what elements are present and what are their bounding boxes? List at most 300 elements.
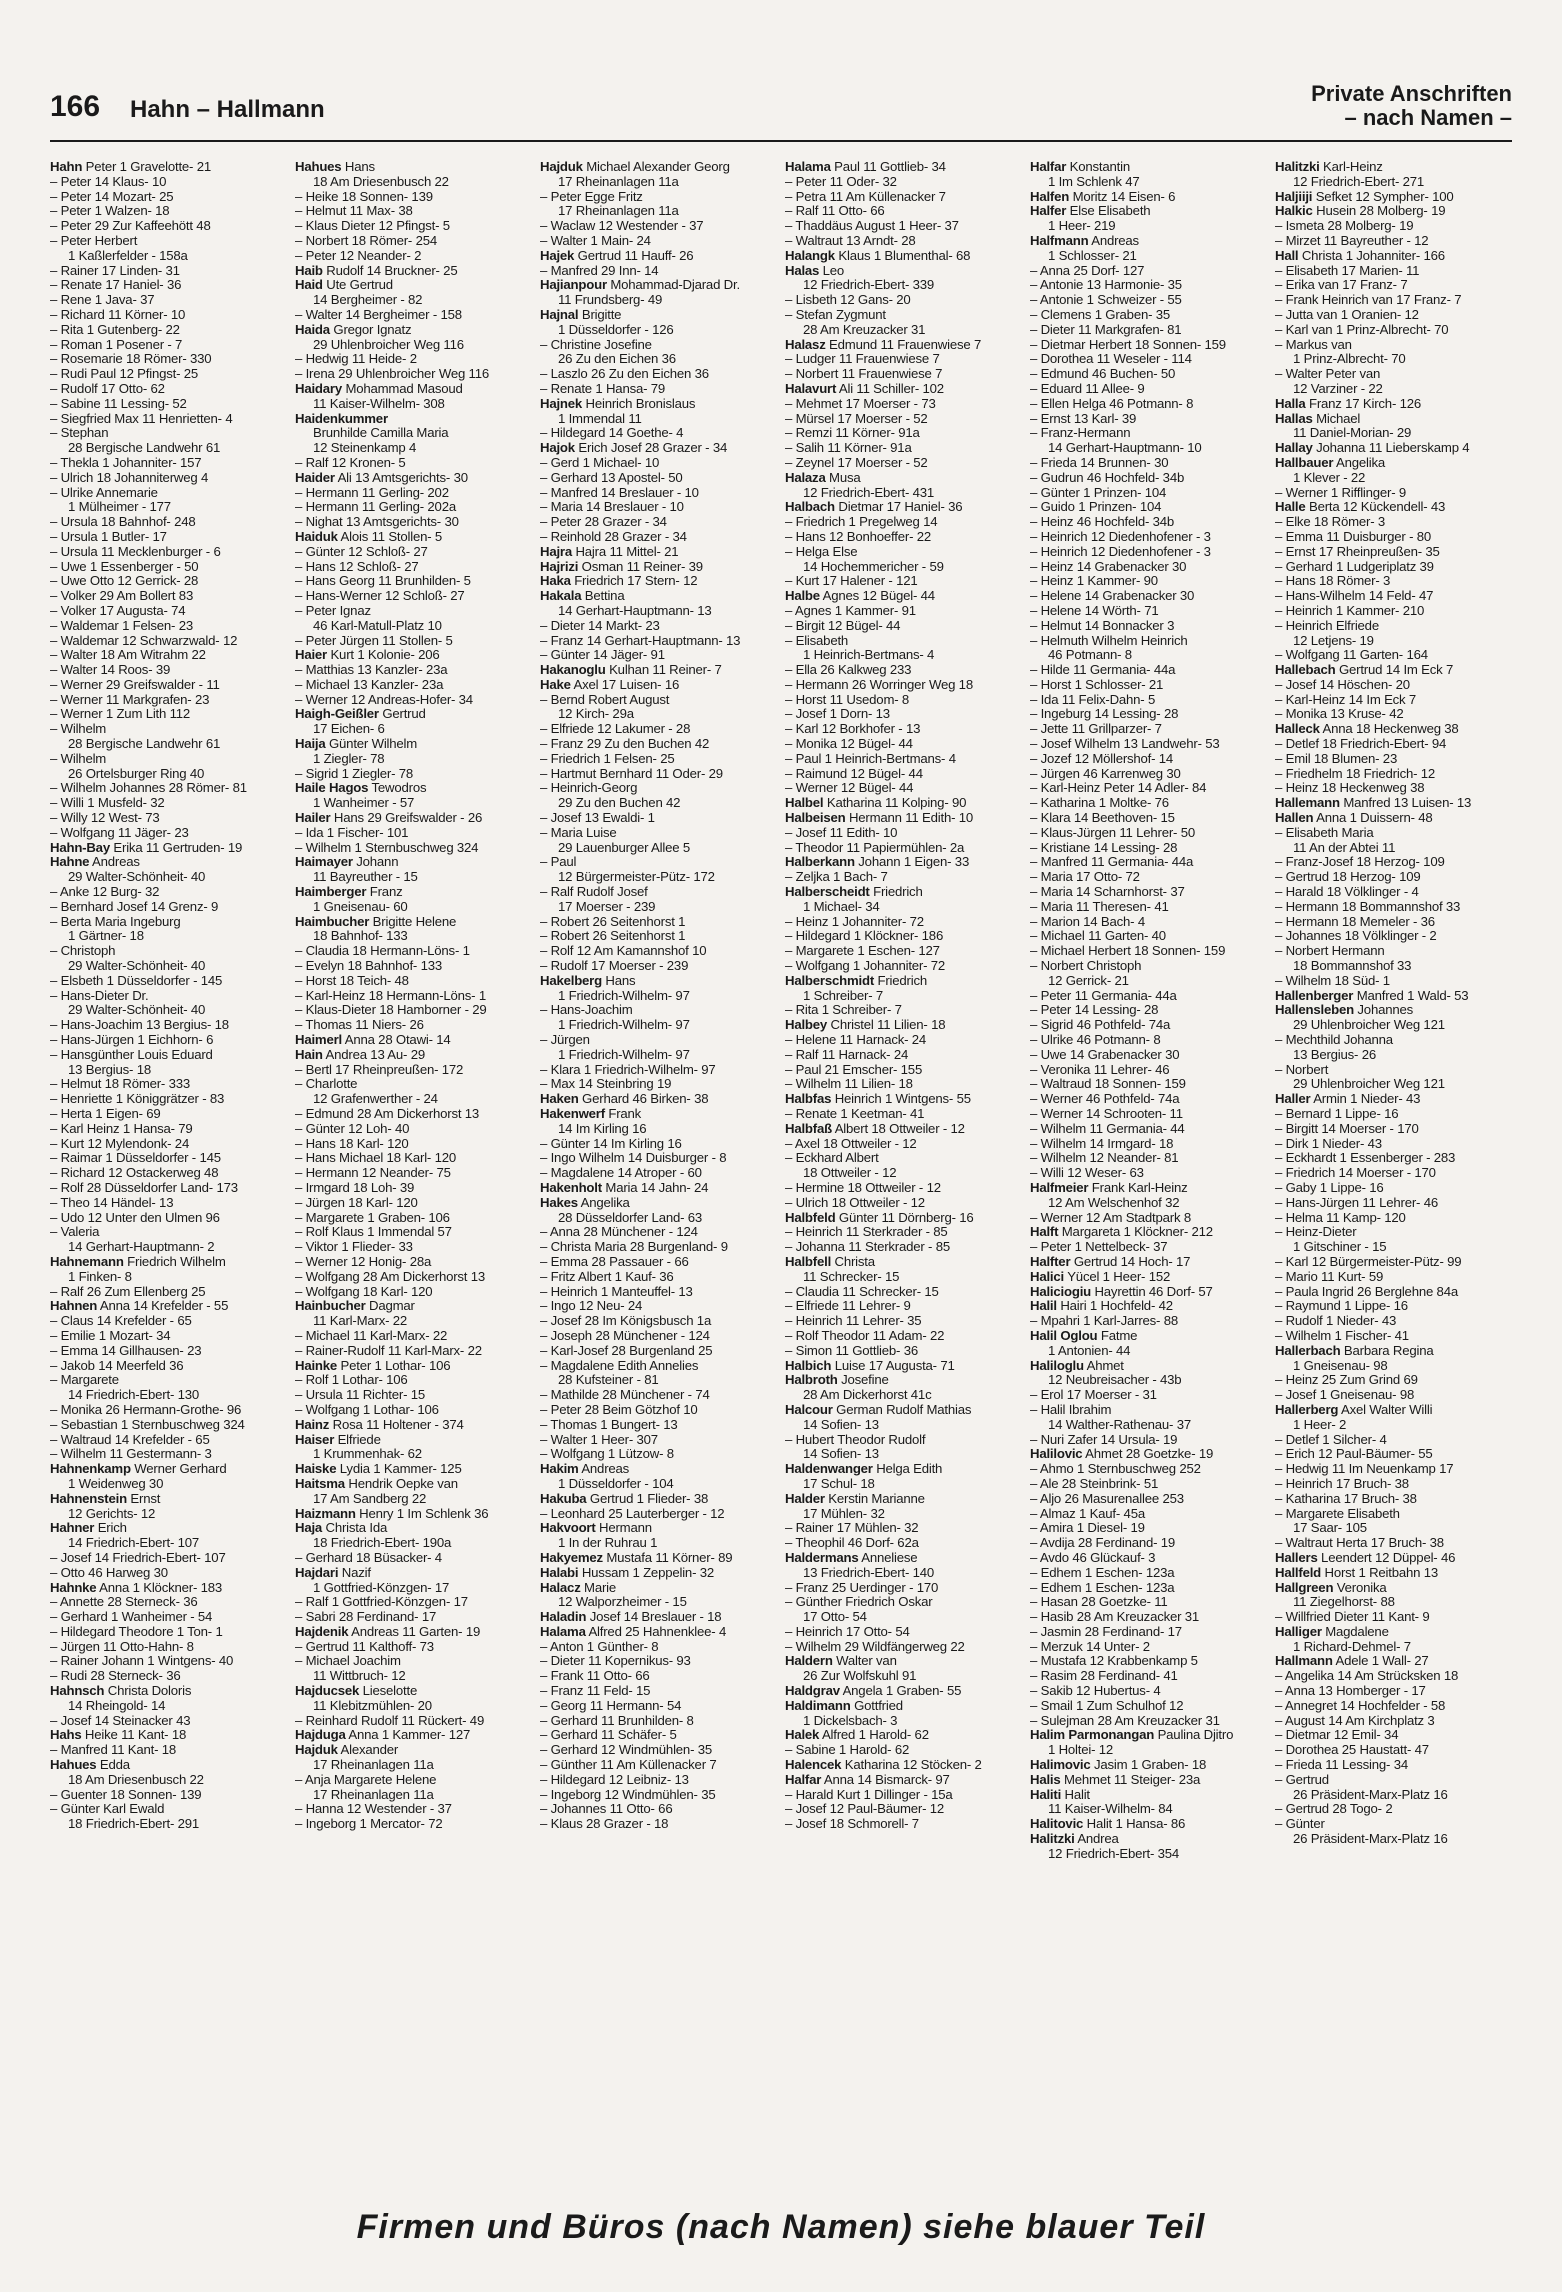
- directory-entry: [1030, 1773, 1267, 1788]
- entry-text: – Günther 11 Am Küllenacker 7: [540, 1758, 717, 1773]
- entry-text: Lydia 1 Kammer- 125: [336, 1462, 462, 1477]
- directory-entry: [50, 160, 287, 175]
- directory-entry: [295, 989, 532, 1004]
- directory-entry: [1275, 1788, 1512, 1803]
- directory-entry: [540, 1477, 777, 1492]
- directory-entry: [50, 1447, 287, 1462]
- entry-text: 1 Dickelsbach- 3: [803, 1713, 898, 1728]
- directory-entry: [295, 500, 532, 515]
- entry-text: – Rudolf 17 Otto- 62: [50, 381, 165, 396]
- entry-text: – Ella 26 Kalkweg 233: [785, 663, 912, 678]
- entry-text: German Rudolf Mathias: [832, 1402, 972, 1417]
- surname: Haid: [295, 278, 323, 293]
- entry-text: – Frank 11 Otto- 66: [540, 1669, 650, 1684]
- directory-entry: [295, 974, 532, 989]
- entry-text: – Sigrid 46 Pothfeld- 74a: [1030, 1018, 1171, 1033]
- directory-entry: [785, 412, 1022, 427]
- directory-entry: [50, 1225, 287, 1240]
- directory-entry: [540, 589, 777, 604]
- entry-text: – Marion 14 Bach- 4: [1030, 914, 1145, 929]
- directory-entry: [540, 293, 777, 308]
- directory-entry: [785, 1077, 1022, 1092]
- directory-entry: [785, 1388, 1022, 1403]
- entry-text: – Dieter 11 Kopernikus- 93: [540, 1654, 691, 1669]
- directory-entry: [50, 1329, 287, 1344]
- entry-text: – Johanna 11 Sterkrader - 85: [785, 1240, 950, 1255]
- directory-entry: [1030, 1654, 1267, 1669]
- entry-text: – Gerhard 1 Ludgeriplatz 39: [1275, 559, 1434, 574]
- entry-text: 28 Am Kreuzacker 31: [803, 322, 926, 337]
- entry-text: – Hans 12 Bonhoeffer- 22: [785, 529, 931, 544]
- entry-text: Franz 17 Kirch- 126: [1305, 396, 1422, 411]
- entry-text: – Josef 13 Ewaldi- 1: [540, 811, 655, 826]
- surname: Hajduk: [295, 1743, 338, 1758]
- directory-entry: [50, 811, 287, 826]
- entry-text: Kurt 1 Kolonie- 206: [327, 648, 440, 663]
- directory-entry: [1275, 560, 1512, 575]
- directory-entry: [295, 1373, 532, 1388]
- entry-text: Erich: [94, 1521, 127, 1536]
- surname: Hakanoglu: [540, 663, 606, 678]
- directory-entry: [295, 1654, 532, 1669]
- entry-text: 12 Gerichts- 12: [68, 1506, 156, 1521]
- entry-text: Gertrud 14 Im Eck 7: [1335, 663, 1454, 678]
- entry-text: 1 Michael- 34: [803, 899, 880, 914]
- entry-text: 13 Friedrich-Ebert- 140: [803, 1565, 934, 1580]
- directory-entry: [540, 1285, 777, 1300]
- directory-entry: [1275, 1344, 1512, 1359]
- entry-text: – Werner 14 Schrooten- 11: [1030, 1107, 1183, 1121]
- directory-entry: [785, 1669, 1022, 1684]
- directory-entry: [295, 841, 532, 856]
- directory-entry: [50, 767, 287, 782]
- entry-text: Karl-Heinz: [1319, 160, 1383, 174]
- entry-text: – Frieda 11 Lessing- 34: [1275, 1758, 1408, 1773]
- directory-entry: [1030, 1433, 1267, 1448]
- entry-text: – Nuri Zafer 14 Ursula- 19: [1030, 1432, 1178, 1447]
- surname: Halkic: [1275, 204, 1313, 219]
- directory-entry: [785, 1299, 1022, 1314]
- directory-entry: [785, 752, 1022, 767]
- directory-entry: [785, 560, 1022, 575]
- directory-entry: [540, 959, 777, 974]
- entry-text: – Hans-Jürgen 11 Lehrer- 46: [1275, 1195, 1438, 1210]
- entry-text: Andrea 13 Au- 29: [322, 1047, 425, 1062]
- entry-text: – Anke 12 Burg- 32: [50, 885, 160, 900]
- directory-entry: [1030, 545, 1267, 560]
- entry-text: – Anna 25 Dorf- 127: [1030, 263, 1145, 278]
- surname: Hakvoort: [540, 1521, 596, 1536]
- entry-text: – Johannes 18 Völklinger - 2: [1275, 929, 1437, 944]
- directory-entry: [295, 1581, 532, 1596]
- entry-text: – Volker 17 Augusta- 74: [50, 603, 186, 618]
- entry-text: – Gerhard 12 Windmühlen- 35: [540, 1743, 712, 1758]
- entry-text: – Willi 12 Weser- 63: [1030, 1166, 1144, 1181]
- entry-text: – Avdo 46 Glückauf- 3: [1030, 1550, 1156, 1565]
- entry-text: Jasim 1 Graben- 18: [1090, 1758, 1207, 1773]
- entry-text: – Klara 1 Friedrich-Wilhelm- 97: [540, 1062, 716, 1077]
- directory-entry: [50, 574, 287, 589]
- directory-entry: [785, 1329, 1022, 1344]
- directory-entry: [1275, 1699, 1512, 1714]
- directory-entry: [50, 1625, 287, 1640]
- directory-entry: [1275, 1566, 1512, 1581]
- directory-entry: [1030, 323, 1267, 338]
- directory-entry: [1030, 515, 1267, 530]
- entry-text: – Helmut 11 Max- 38: [295, 204, 413, 219]
- directory-entry: [50, 1492, 287, 1507]
- directory-entry: [785, 929, 1022, 944]
- entry-text: Sefket 12 Sympher- 100: [1312, 189, 1454, 204]
- entry-text: – Manfred 11 Kant- 18: [50, 1743, 177, 1758]
- directory-entry: [1275, 1403, 1512, 1418]
- entry-text: 12 Letjens- 19: [1293, 633, 1374, 648]
- directory-entry: [1275, 412, 1512, 427]
- directory-entry: [50, 323, 287, 338]
- surname: Halbfaß: [785, 1121, 832, 1136]
- entry-text: Friedrich 17 Stern- 12: [570, 574, 698, 589]
- directory-entry: [1275, 811, 1512, 826]
- entry-text: Mohammad Masoud: [341, 381, 463, 396]
- entry-text: – Heinz 14 Grabenacker 30: [1030, 559, 1187, 574]
- directory-entry: [1275, 974, 1512, 989]
- directory-entry: [50, 1211, 287, 1226]
- entry-text: – Hans 18 Karl- 120: [295, 1136, 409, 1151]
- directory-entry: [295, 234, 532, 249]
- entry-text: – Amira 1 Diesel- 19: [1030, 1521, 1145, 1536]
- directory-entry: [540, 249, 777, 264]
- directory-entry: [540, 1433, 777, 1448]
- entry-text: Klaus 1 Blumenthal- 68: [834, 248, 971, 263]
- directory-entry: [50, 974, 287, 989]
- directory-entry: [785, 1714, 1022, 1729]
- directory-entry: [1275, 989, 1512, 1004]
- directory-entry: [295, 1181, 532, 1196]
- surname: Hahues: [295, 160, 342, 174]
- directory-entry: [1275, 441, 1512, 456]
- entry-text: 17 Schul- 18: [803, 1476, 875, 1491]
- directory-entry: [1030, 929, 1267, 944]
- entry-text: – Franz-Hermann: [1030, 426, 1131, 441]
- entry-text: 1 In der Ruhrau 1: [558, 1536, 658, 1551]
- directory-entry: [540, 1344, 777, 1359]
- directory-entry: [1030, 456, 1267, 471]
- directory-entry: [1275, 737, 1512, 752]
- directory-entry: [1275, 293, 1512, 308]
- entry-text: – Karl Heinz 1 Hansa- 79: [50, 1121, 193, 1136]
- directory-entry: [295, 219, 532, 234]
- entry-text: – Katharina 17 Bruch- 38: [1275, 1491, 1417, 1506]
- entry-text: – Helene 14 Grabenacker 30: [1030, 589, 1195, 604]
- directory-entry: [785, 1137, 1022, 1152]
- directory-entry: [540, 885, 777, 900]
- entry-text: Edmund 11 Frauenwiese 7: [825, 337, 982, 352]
- directory-entry: [1030, 1033, 1267, 1048]
- entry-text: – Heinz 46 Hochfeld- 34b: [1030, 515, 1175, 530]
- entry-text: – Waltraut Herta 17 Bruch- 38: [1275, 1536, 1444, 1551]
- entry-text: – Matthias 13 Kanzler- 23a: [295, 663, 448, 678]
- entry-text: – Emilie 1 Mozart- 34: [50, 1328, 171, 1343]
- entry-text: – Wilhelm 1 Fischer- 41: [1275, 1328, 1409, 1343]
- directory-entry: [540, 1403, 777, 1418]
- entry-text: Erika 11 Gertruden- 19: [109, 840, 243, 855]
- entry-text: Michael: [1312, 411, 1361, 426]
- directory-entry: [785, 1477, 1022, 1492]
- entry-text: – Norbert Christoph: [1030, 959, 1142, 974]
- entry-text: – Hermann 11 Gerling- 202a: [295, 500, 456, 515]
- directory-entry: [785, 456, 1022, 471]
- directory-entry: [1030, 1388, 1267, 1403]
- entry-text: – Antonie 1 Schweizer - 55: [1030, 293, 1182, 308]
- entry-text: – Willy 12 West- 73: [50, 811, 160, 826]
- directory-entry: [540, 1299, 777, 1314]
- entry-text: – Heinz 25 Zum Grind 69: [1275, 1373, 1418, 1388]
- directory-entry: [540, 1196, 777, 1211]
- directory-entry: [785, 1433, 1022, 1448]
- entry-text: – Gertrud: [1275, 1772, 1329, 1787]
- entry-text: 29 Lauenburger Allee 5: [558, 840, 690, 855]
- directory-entry: [1030, 693, 1267, 708]
- directory-entry: [540, 574, 777, 589]
- directory-entry: [1275, 648, 1512, 663]
- entry-text: – Josef 12 Paul-Bäumer- 12: [785, 1802, 944, 1817]
- entry-text: – Klaus Dieter 12 Pfingst- 5: [295, 219, 450, 234]
- directory-entry: [1275, 752, 1512, 767]
- directory-entry: [50, 530, 287, 545]
- entry-text: – Klaus 28 Grazer - 18: [540, 1817, 669, 1832]
- entry-text: – Werner 1 Zum Lith 112: [50, 707, 191, 722]
- directory-entry: [540, 382, 777, 397]
- directory-entry: [540, 1625, 777, 1640]
- entry-text: – Hildegard 12 Leibniz- 13: [540, 1772, 689, 1787]
- entry-text: 14 Walther-Rathenau- 37: [1048, 1417, 1191, 1432]
- directory-entry: [50, 1507, 287, 1522]
- entry-text: – Renate 1 Keetman- 41: [785, 1107, 925, 1121]
- directory-entry: [1275, 1625, 1512, 1640]
- surname: Haidenkummer: [295, 411, 388, 426]
- directory-entry: [50, 1551, 287, 1566]
- directory-entry: [785, 441, 1022, 456]
- surname: Hahnsch: [50, 1684, 105, 1699]
- directory-entry: [540, 219, 777, 234]
- entry-text: Hayrettin 46 Dorf- 57: [1091, 1284, 1213, 1299]
- directory-entry: [50, 1817, 287, 1832]
- surname: Halfen: [1030, 189, 1070, 204]
- entry-text: – Heinrich 17 Bruch- 38: [1275, 1476, 1409, 1491]
- directory-entry: [1275, 1299, 1512, 1314]
- entry-text: – Franz 25 Uerdinger - 170: [785, 1580, 939, 1595]
- directory-entry: [540, 1373, 777, 1388]
- directory-entry: [295, 1521, 532, 1536]
- surname: Hajek: [540, 248, 575, 263]
- entry-text: – Josef 1 Dorn- 13: [785, 707, 890, 722]
- directory-entry: [540, 1669, 777, 1684]
- directory-entry: [540, 1447, 777, 1462]
- entry-text: – Wilhelm Johannes 28 Römer- 81: [50, 781, 247, 796]
- directory-entry: [540, 1003, 777, 1018]
- entry-text: – Michael 11 Garten- 40: [1030, 929, 1166, 944]
- directory-entry: [1275, 722, 1512, 737]
- directory-entry: [50, 1299, 287, 1314]
- entry-text: – Wilhelm 11 Lilien- 18: [785, 1077, 913, 1092]
- directory-column: [295, 160, 532, 2170]
- entry-text: – Werner 29 Greifswalder - 11: [50, 677, 220, 692]
- directory-entry: [785, 500, 1022, 515]
- directory-entry: [1030, 175, 1267, 190]
- directory-entry: [785, 1684, 1022, 1699]
- entry-text: – Elfriede 11 Lehrer- 9: [785, 1299, 911, 1314]
- entry-text: Katharina 11 Kolping- 90: [823, 796, 967, 811]
- directory-entry: [50, 545, 287, 560]
- entry-text: – Stephan: [50, 426, 109, 441]
- entry-text: – Charlotte: [295, 1077, 358, 1092]
- directory-entry: [1275, 545, 1512, 560]
- entry-text: Walter van: [832, 1654, 897, 1669]
- directory-entry: [1275, 1640, 1512, 1655]
- surname: Haldern: [785, 1654, 833, 1669]
- directory-entry: [50, 1728, 287, 1743]
- entry-text: – Raymund 1 Lippe- 16: [1275, 1299, 1408, 1314]
- directory-column: [1275, 160, 1512, 2170]
- directory-entry: [785, 1462, 1022, 1477]
- directory-entry: [1275, 1773, 1512, 1788]
- directory-entry: [785, 471, 1022, 486]
- directory-entry: [295, 190, 532, 205]
- entry-text: – Christa Maria 28 Burgenland- 9: [540, 1240, 728, 1255]
- directory-entry: [540, 944, 777, 959]
- entry-text: 46 Potmann- 8: [1048, 648, 1132, 663]
- entry-text: – Maria Luise: [540, 825, 617, 840]
- directory-entry: [785, 841, 1022, 856]
- directory-entry: [50, 1107, 287, 1122]
- entry-text: 26 Präsident-Marx-Platz 16: [1293, 1832, 1448, 1847]
- entry-text: – Hermann 12 Neander- 75: [295, 1166, 451, 1181]
- entry-text: – Avdija 28 Ferdinand- 19: [1030, 1536, 1176, 1551]
- directory-entry: [1030, 604, 1267, 619]
- surname: Halberschmidt: [785, 973, 875, 988]
- page-header: [50, 82, 1512, 142]
- directory-entry: [50, 1743, 287, 1758]
- directory-entry: [50, 1255, 287, 1270]
- surname: Halencek: [785, 1758, 842, 1773]
- directory-entry: [540, 441, 777, 456]
- entry-text: 12 Gerrick- 21: [1048, 973, 1129, 988]
- entry-text: 11 Kaiser-Wilhelm- 308: [313, 396, 445, 411]
- directory-entry: [540, 1063, 777, 1078]
- entry-text: – Heike 18 Sonnen- 139: [295, 189, 433, 204]
- entry-text: – Angelika 14 Am Strücksken 18: [1275, 1669, 1459, 1684]
- directory-entry: [1275, 160, 1512, 175]
- directory-entry: [785, 486, 1022, 501]
- entry-text: – Otto 46 Harweg 30: [50, 1565, 168, 1580]
- directory-entry: [295, 545, 532, 560]
- directory-entry: [1030, 1581, 1267, 1596]
- directory-entry: [540, 278, 777, 293]
- directory-entry: [1275, 841, 1512, 856]
- directory-entry: [785, 678, 1022, 693]
- directory-entry: [295, 1462, 532, 1477]
- surname: Halitovic: [1030, 1817, 1084, 1832]
- directory-entry: [785, 737, 1022, 752]
- surname: Hainz: [295, 1417, 330, 1432]
- entry-text: – Hildegard Theodore 1 Ton- 1: [50, 1624, 223, 1639]
- entry-text: 28 Bergische Landwehr 61: [68, 737, 221, 752]
- surname: Halangk: [785, 248, 835, 263]
- entry-text: – Mirzet 11 Bayreuther - 12: [1275, 233, 1429, 248]
- directory-entry: [295, 293, 532, 308]
- directory-entry: [1275, 1063, 1512, 1078]
- directory-entry: [1275, 1447, 1512, 1462]
- entry-text: – Wolfgang 11 Jäger- 23: [50, 825, 189, 840]
- directory-entry: [50, 278, 287, 293]
- directory-entry: [540, 1255, 777, 1270]
- entry-text: Mohammad-Djarad Dr.: [606, 278, 740, 293]
- directory-entry: [540, 456, 777, 471]
- entry-text: – Ursula 18 Bahnhof- 248: [50, 515, 196, 530]
- surname: Hajnal: [540, 307, 579, 322]
- surname: Halil Oglou: [1030, 1328, 1098, 1343]
- directory-entry: [540, 352, 777, 367]
- entry-text: – Claus 14 Krefelder - 65: [50, 1314, 192, 1329]
- directory-entry: [1275, 471, 1512, 486]
- surname: Hakelberg: [540, 973, 602, 988]
- entry-text: – Karl-Josef 28 Burgenland 25: [540, 1343, 713, 1358]
- entry-text: Paulina Djitro: [1154, 1728, 1234, 1743]
- entry-text: Andrea: [1074, 1832, 1119, 1847]
- entry-text: – Josef Wilhelm 13 Landwehr- 53: [1030, 737, 1220, 752]
- directory-entry: [50, 1092, 287, 1107]
- entry-text: Gottfried: [850, 1698, 903, 1713]
- directory-entry: [1275, 1270, 1512, 1285]
- entry-text: Ahmet: [1083, 1358, 1124, 1373]
- directory-entry: [785, 619, 1022, 634]
- directory-entry: [785, 722, 1022, 737]
- entry-text: – Waltraud 18 Sonnen- 159: [1030, 1077, 1186, 1092]
- entry-text: – Mpahri 1 Karl-Jarres- 88: [1030, 1314, 1178, 1329]
- entry-text: – Magdalene 14 Atroper - 60: [540, 1166, 702, 1181]
- directory-entry: [785, 1802, 1022, 1817]
- entry-text: Ute Gertrud: [322, 278, 393, 293]
- directory-entry: [1275, 1802, 1512, 1817]
- entry-text: – Wilhelm 29 Wildfängerweg 22: [785, 1639, 965, 1654]
- entry-text: – Katharina 1 Moltke- 76: [1030, 796, 1169, 811]
- entry-text: – Joseph 28 Münchener - 124: [540, 1328, 710, 1343]
- directory-entry: [785, 1418, 1022, 1433]
- entry-text: – Uwe Otto 12 Gerrick- 28: [50, 574, 199, 589]
- entry-text: – Bertl 17 Rheinpreußen- 172: [295, 1062, 464, 1077]
- directory-entry: [295, 382, 532, 397]
- entry-text: – Hubert Theodor Rudolf: [785, 1432, 926, 1447]
- directory-entry: [1030, 471, 1267, 486]
- directory-entry: [540, 323, 777, 338]
- directory-entry: [50, 1137, 287, 1152]
- entry-text: – Waldemar 1 Felsen- 23: [50, 618, 193, 633]
- entry-text: – Rene 1 Java- 37: [50, 293, 155, 308]
- entry-text: – Hansgünther Louis Eduard: [50, 1047, 213, 1062]
- directory-entry: [1030, 1285, 1267, 1300]
- directory-entry: [540, 1551, 777, 1566]
- entry-text: 11 Daniel-Morian- 29: [1293, 426, 1412, 441]
- directory-entry: [540, 1581, 777, 1596]
- directory-entry: [1030, 1077, 1267, 1092]
- directory-entry: [1030, 1063, 1267, 1078]
- entry-text: 29 Walter-Schönheit- 40: [68, 870, 206, 885]
- entry-text: – Dieter 11 Markgrafen- 81: [1030, 322, 1182, 337]
- entry-text: Kulhan 11 Reiner- 7: [605, 663, 722, 678]
- entry-text: – Thomas 1 Bungert- 13: [540, 1417, 678, 1432]
- entry-text: – Zeljka 1 Bach- 7: [785, 870, 888, 885]
- directory-entry: [785, 1581, 1022, 1596]
